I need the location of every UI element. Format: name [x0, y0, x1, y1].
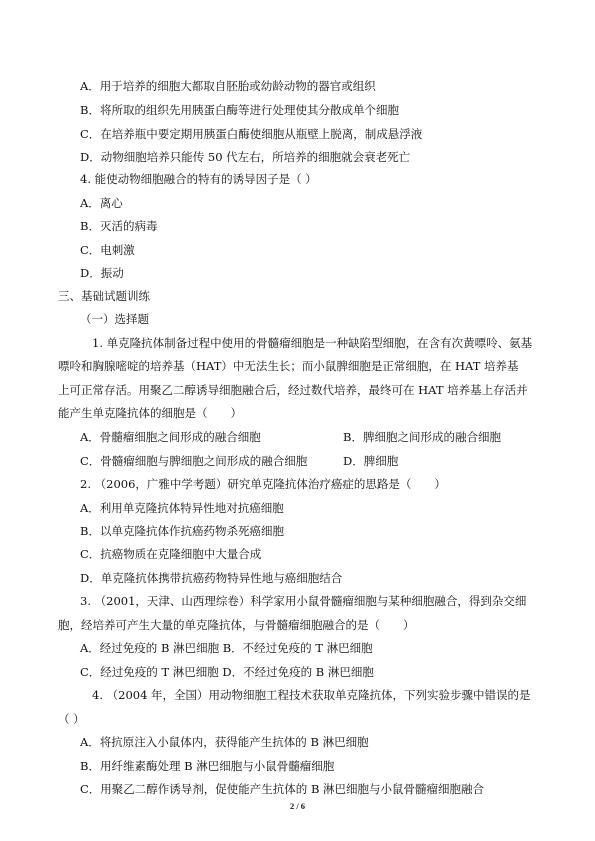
question-3-line-2: 胞，经培养可产生大量的单克隆抗体，与骨髓瘤细胞融合的是（ ）	[58, 618, 415, 632]
q4-option-a: A．离心	[80, 196, 123, 210]
question-1-line-3: 上可正常存活。用聚乙二醇诱导细胞融合后，经过数代培养，最终可在 HAT 培养基上存活并	[58, 383, 528, 397]
q2-option-b: B．以单克隆抗体作抗癌药物杀死癌细胞	[80, 524, 284, 538]
q2-option-d: D．单克隆抗体携带抗癌药物特异性地与癌细胞结合	[80, 571, 343, 585]
q2-option-a: A．利用单克隆抗体特异性地对抗癌细胞	[80, 501, 284, 515]
q1-option-c: C．骨髓瘤细胞与脾细胞之间形成的融合细胞	[80, 454, 308, 468]
page-number: 2 / 6	[289, 801, 306, 811]
question-4: 4. 能使动物细胞融合的特有的诱导因子是（ ）	[80, 172, 317, 186]
section-heading: 三、基础试题训练	[58, 289, 150, 303]
q3b-options-ab: A．经过免疫的 B 淋巴细胞 B．不经过免疫的 T 淋巴细胞	[80, 641, 373, 655]
q1-option-a: A．骨髓瘤细胞之间形成的融合细胞	[80, 430, 261, 444]
question-1-line-1: 1. 单克隆抗体制备过程中使用的骨髓瘤细胞是一种缺陷型细胞，在含有次黄嘌呤、氨基	[92, 336, 533, 350]
q4b-option-a: A．将抗原注入小鼠体内，获得能产生抗体的 B 淋巴细胞	[80, 735, 369, 749]
q2-option-c: C．抗癌物质在克隆细胞中大量合成	[80, 547, 262, 561]
q1-option-d: D．脾细胞	[343, 454, 399, 468]
q4b-option-b: B．用纤维素酶处理 B 淋巴细胞与小鼠骨髓瘤细胞	[80, 759, 335, 773]
question-4b-line-2: （ ）	[58, 712, 85, 726]
q3-option-d: D．动物细胞培养只能传 50 代左右，所培养的细胞就会衰老死亡	[80, 150, 411, 164]
question-1-line-2: 嘌呤和胸腺嘧啶的培养基（HAT）中无法生长；而小鼠脾细胞是正常细胞，在 HAT 培养基	[58, 359, 519, 373]
question-1-line-4: 能产生单克隆抗体的细胞是（ ）	[58, 406, 242, 420]
subsection-heading: （一）选择题	[80, 312, 149, 326]
question-3-line-1: 3. （2001，天津、山西理综卷）科学家用小鼠骨髓瘤细胞与某种细胞融合，得到杂交细	[80, 594, 527, 608]
q4-option-d: D．振动	[80, 266, 124, 280]
q3-option-c: C．在培养瓶中要定期用胰蛋白酶使细胞从瓶壁上脱离，制成悬浮液	[80, 127, 423, 141]
q4-option-b: B．灭活的病毒	[80, 219, 158, 233]
q3-option-a: A．用于培养的细胞大都取自胚胎或幼龄动物的器官或组织	[80, 79, 376, 93]
q4-option-c: C．电刺激	[80, 243, 135, 257]
q1-option-b: B．脾细胞之间形成的融合细胞	[343, 430, 501, 444]
q3b-options-cd: C．经过免疫的 T 淋巴细胞 D．不经过免疫的 B 淋巴细胞	[80, 665, 374, 679]
question-2: 2. （2006，广雅中学考题）研究单克隆抗体治疗癌症的思路是（ ）	[80, 477, 446, 491]
q4b-option-c: C．用聚乙二醇作诱导剂，促使能产生抗体的 B 淋巴细胞与小鼠骨髓瘤细胞融合	[80, 782, 485, 796]
q3-option-b: B．将所取的组织先用胰蛋白酶等进行处理使其分散成单个细胞	[80, 103, 399, 117]
question-4b-line-1: 4. （2004 年，全国）用动物细胞工程技术获取单克隆抗体，下列实验步骤中错误的是	[92, 688, 531, 702]
